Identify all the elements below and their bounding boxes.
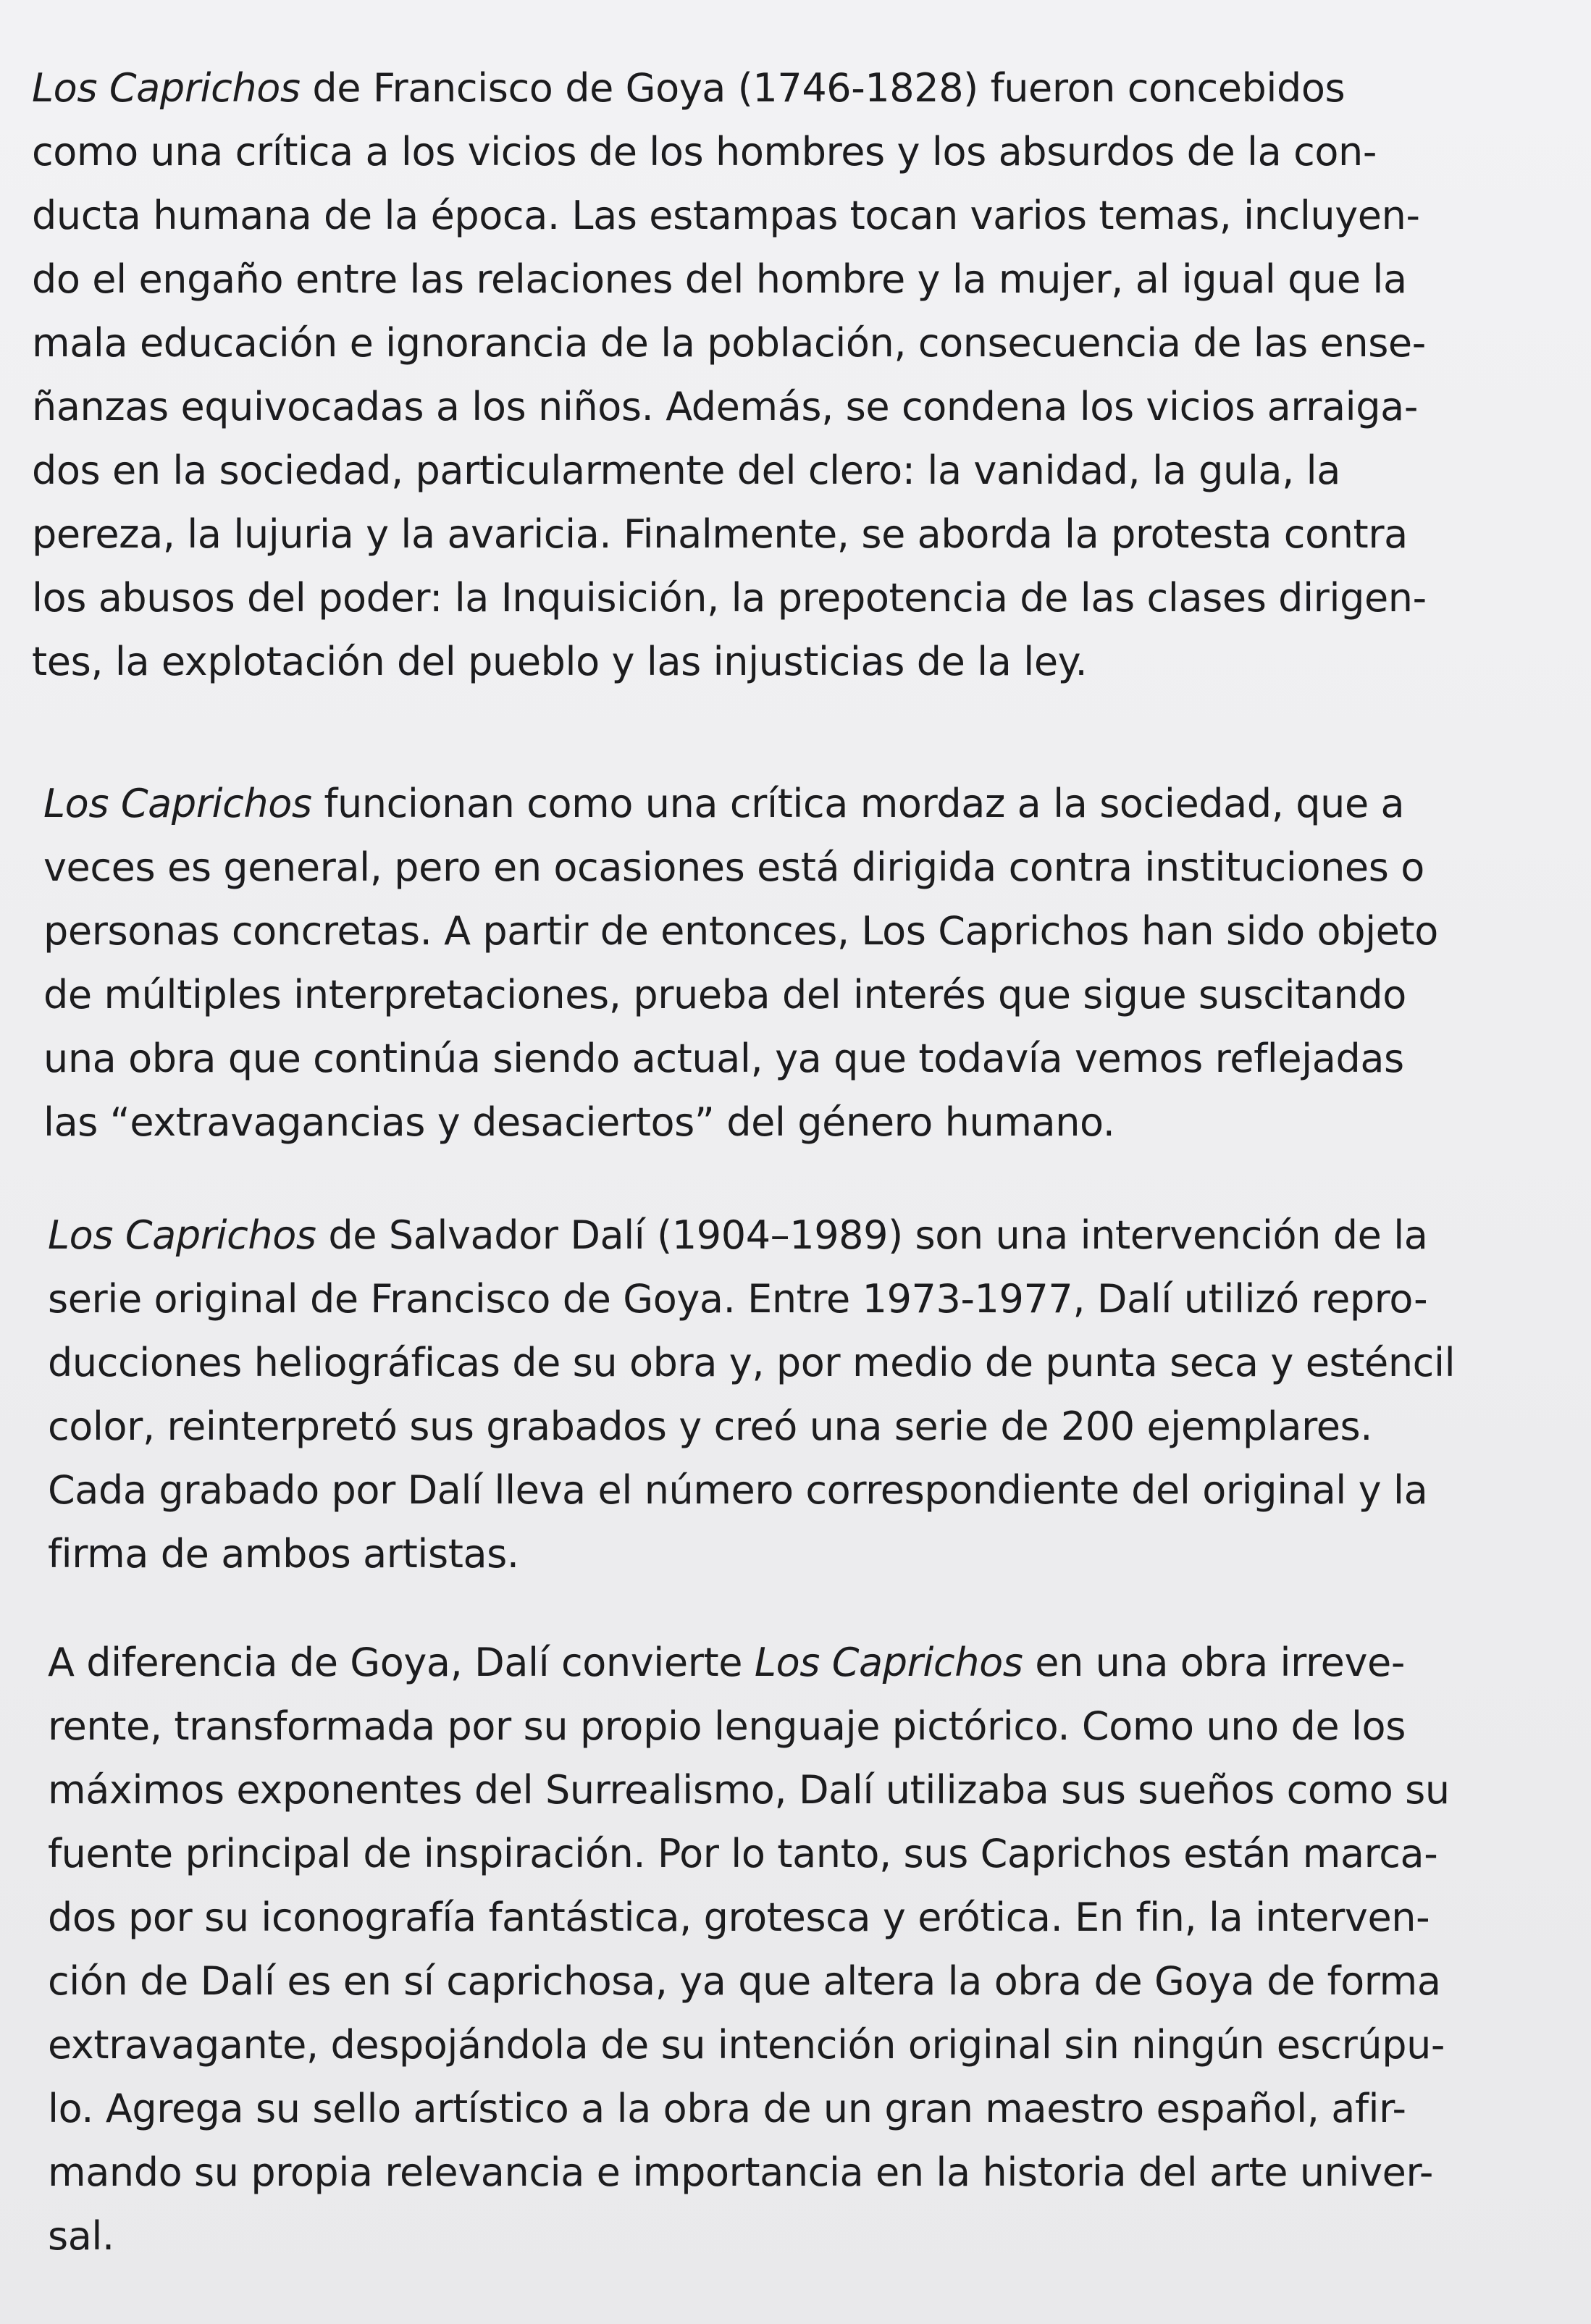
text-segment: los abusos del poder: la Inquisición, la prepotencia de las clases dirigen- bbox=[32, 575, 1427, 621]
text-line bbox=[32, 120, 1427, 184]
text-line bbox=[43, 772, 1438, 836]
text-line bbox=[48, 1522, 1455, 1586]
text-line bbox=[32, 503, 1427, 566]
italic-title: Los Caprichos bbox=[43, 781, 312, 826]
paragraph-critica-sociedad bbox=[43, 772, 1438, 1154]
italic-title: Los Caprichos bbox=[32, 65, 301, 111]
text-segment: ñanzas equivocadas a los niños. Además, se condena los vicios arraiga- bbox=[32, 384, 1418, 429]
text-line bbox=[48, 1758, 1450, 1822]
text-segment: una obra que continúa siendo actual, ya que todavía vemos reflejadas bbox=[43, 1036, 1404, 1081]
text-line bbox=[32, 375, 1427, 439]
text-segment: las “extravagancias y desaciertos” del género humano. bbox=[43, 1099, 1115, 1145]
text-segment: de múltiples interpretaciones, prueba del interés que sigue suscitando bbox=[43, 972, 1406, 1018]
text-segment: como una crítica a los vicios de los hombres y los absurdos de la con- bbox=[32, 129, 1377, 175]
paragraph-dali-caprichos bbox=[48, 1204, 1455, 1586]
text-line bbox=[48, 1950, 1450, 2013]
text-segment: tes, la explotación del pueblo y las injusticias de la ley. bbox=[32, 639, 1088, 684]
paragraph-goya-caprichos bbox=[32, 56, 1427, 694]
text-segment: mala educación e ignorancia de la población, consecuencia de las ense- bbox=[32, 320, 1426, 366]
italic-title: Los Caprichos bbox=[754, 1640, 1023, 1685]
text-line bbox=[32, 248, 1427, 311]
text-line bbox=[48, 1395, 1455, 1459]
text-segment: mando su propia relevancia e importancia en la historia del arte univer- bbox=[48, 2149, 1433, 2195]
text-line bbox=[32, 630, 1427, 694]
text-segment: ducta humana de la época. Las estampas tocan varios temas, incluyen- bbox=[32, 193, 1420, 238]
text-segment: dos en la sociedad, particularmente del clero: la vanidad, la gula, la bbox=[32, 448, 1340, 493]
text-line bbox=[32, 439, 1427, 503]
text-line bbox=[43, 1027, 1438, 1091]
text-line bbox=[48, 1631, 1450, 1695]
text-segment: A diferencia de Goya, Dalí convierte bbox=[48, 1640, 755, 1685]
text-line bbox=[32, 184, 1427, 248]
italic-title: Los Caprichos bbox=[48, 1212, 316, 1258]
paragraph-dali-vs-goya bbox=[48, 1631, 1450, 2268]
text-segment: firma de ambos artistas. bbox=[48, 1531, 519, 1577]
text-segment: extravagante, despojándola de su intención original sin ningún escrúpu- bbox=[48, 2022, 1445, 2068]
text-segment: ducciones heliográficas de su obra y, por medio de punta seca y esténcil bbox=[48, 1340, 1456, 1385]
text-segment: serie original de Francisco de Goya. Entre 1973-1977, Dalí utilizó repro- bbox=[48, 1276, 1428, 1322]
text-line bbox=[32, 311, 1427, 375]
text-segment: en una obra irreve- bbox=[1023, 1640, 1405, 1685]
text-segment: color, reinterpretó sus grabados y creó una serie de 200 ejemplares. bbox=[48, 1404, 1373, 1449]
text-line bbox=[48, 1331, 1455, 1395]
text-line bbox=[32, 566, 1427, 630]
text-segment: rente, transformada por su propio lenguaje pictórico. Como uno de los bbox=[48, 1703, 1406, 1749]
text-segment: do el engaño entre las relaciones del hombre y la mujer, al igual que la bbox=[32, 256, 1407, 302]
text-segment: funcionan como una crítica mordaz a la sociedad, que a bbox=[311, 781, 1405, 826]
text-line bbox=[43, 836, 1438, 899]
text-line bbox=[48, 2077, 1450, 2141]
text-segment: sal. bbox=[48, 2213, 114, 2259]
text-line bbox=[48, 2141, 1450, 2205]
text-segment: dos por su iconografía fantástica, grotesca y erótica. En fin, la interven- bbox=[48, 1895, 1430, 1940]
text-line bbox=[43, 899, 1438, 963]
text-line bbox=[48, 1267, 1455, 1331]
text-segment: Cada grabado por Dalí lleva el número correspondiente del original y la bbox=[48, 1467, 1428, 1513]
text-line bbox=[48, 2013, 1450, 2077]
text-line bbox=[48, 1822, 1450, 1886]
text-segment: lo. Agrega su sello artístico a la obra de un gran maestro español, afir- bbox=[48, 2086, 1406, 2131]
text-segment: máximos exponentes del Surrealismo, Dalí utilizaba sus sueños como su bbox=[48, 1767, 1450, 1813]
text-segment: ción de Dalí es en sí caprichosa, ya que altera la obra de Goya de forma bbox=[48, 1958, 1441, 2004]
text-segment: veces es general, pero en ocasiones está dirigida contra instituciones o bbox=[43, 844, 1424, 890]
text-segment: pereza, la lujuria y la avaricia. Finalmente, se aborda la protesta contra bbox=[32, 511, 1408, 557]
text-line bbox=[48, 1886, 1450, 1950]
text-line bbox=[48, 1204, 1455, 1267]
text-line bbox=[43, 1091, 1438, 1154]
text-segment: de Francisco de Goya (1746-1828) fueron concebidos bbox=[300, 65, 1346, 111]
text-segment: de Salvador Dalí (1904–1989) son una intervención de la bbox=[316, 1212, 1428, 1258]
text-segment: personas concretas. A partir de entonces, Los Caprichos han sido objeto bbox=[43, 908, 1438, 954]
text-line bbox=[32, 56, 1427, 120]
text-line bbox=[48, 1459, 1455, 1522]
text-line bbox=[48, 2205, 1450, 2268]
text-line bbox=[43, 963, 1438, 1027]
text-line bbox=[48, 1695, 1450, 1758]
text-segment: fuente principal de inspiración. Por lo tanto, sus Caprichos están marca- bbox=[48, 1831, 1438, 1876]
